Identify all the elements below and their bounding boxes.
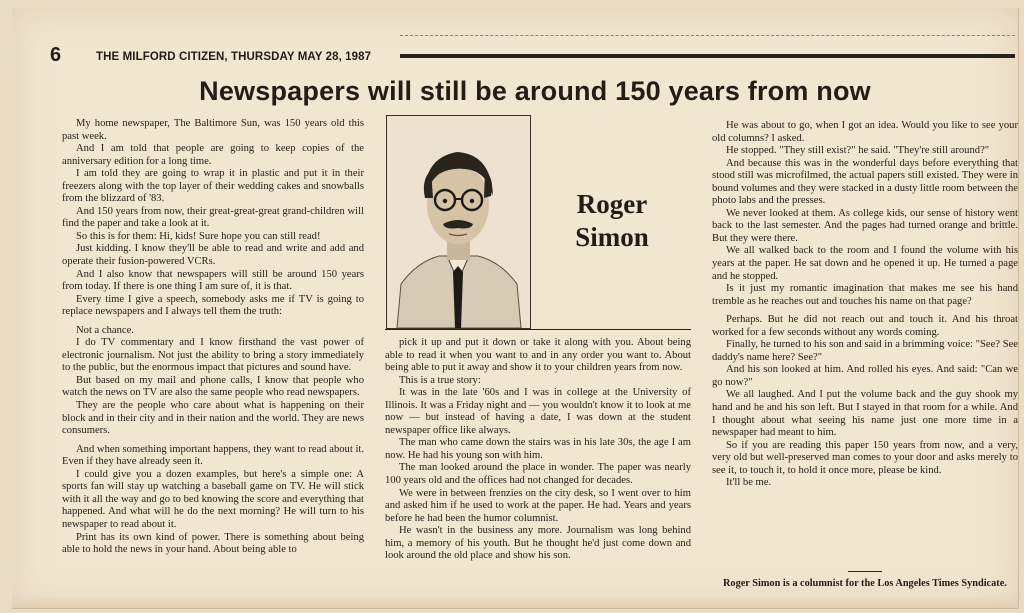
paragraph: Finally, he turned to his son and said in a brimming voice: "See? See daddy's name here? See?"	[712, 339, 1018, 363]
paragraph: But based on my mail and phone calls, I know that people who watch the news on TV are also the same people who read newspapers.	[62, 374, 364, 399]
top-dashed-rule	[400, 35, 1015, 36]
paragraph: I could give you a dozen examples, but here's a simple one: A sports fan will stay up watching a baseball game on TV. He will stick with it all the way and go to bed knowing the score and everything that happened. And what will he do the next morning? He will turn to his newspaper to read about it.	[62, 468, 364, 530]
paragraph: They are the people who care about what is happening on their block and in their city and in their nation and the world. They are news consumers.	[62, 400, 364, 437]
paragraph: Just kidding. I know they'll be able to read and write and add and operate their fusion-powered VCRs.	[62, 243, 364, 268]
paragraph: It'll be me.	[726, 477, 772, 489]
author-photo	[386, 115, 531, 329]
paragraph: Every time I give a speech, somebody asks me if TV is going to replace newspapers and I always tell them the truth:	[62, 293, 364, 318]
headline: Newspapers will still be around 150 years from now	[199, 76, 871, 106]
paragraph: This is a true story:	[399, 374, 481, 386]
paragraph: So this is for them: Hi, kids! Sure hope you can still read!	[76, 230, 321, 242]
paragraph: The man who came down the stairs was in his late 30s, the age I am now. He had his young son with him.	[385, 437, 691, 461]
paragraph: It was in the late '60s and I was in college at the University of Illinois. It was a Friday night and — you wouldn't know it to look at me now — but instead of having a date, I was down at the student newspaper office like always.	[385, 387, 691, 436]
paragraph: He wasn't in the business any more. Journalism was long behind him, a memory of his youth. But he thought he'd just come down and look around the old place and show his son.	[385, 525, 691, 562]
paragraph: And 150 years from now, their great-great-great grand-children will find the paper and take a look at it.	[62, 205, 364, 230]
paragraph: And I also know that newspapers will still be around 150 years from today. If there is one thing I am sure of, it is that.	[62, 268, 364, 293]
paragraph: And when something important happens, they want to read about it. Even if they have already seen it.	[62, 443, 364, 468]
article-column-3	[712, 120, 1018, 490]
photo-rule	[385, 329, 691, 330]
paragraph: And I am told that people are going to keep copies of the anniversary edition for a long time.	[62, 143, 364, 167]
paragraph: We all walked back to the room and I found the volume with his years at the paper. He sat down and he opened it up. He turned a page and he stopped.	[712, 245, 1018, 282]
author-portrait-image	[387, 116, 530, 328]
folio-line: THE MILFORD CITIZEN, THURSDAY MAY 28, 1987	[96, 51, 372, 63]
article-column-1	[62, 118, 364, 557]
paragraph: I do TV commentary and I know firsthand the vast power of electronic journalism. Not just the ability to bring a story immediately to the public, but the enormous impact that pictures and sound have.	[62, 337, 364, 374]
end-of-article-rule	[848, 571, 882, 572]
byline: Roger Simon	[575, 189, 649, 252]
paragraph: We all laughed. And I put the volume back and the guy shook my hand and he and his son left. But I stayed in that room for a while. And I thought about what seeing his name just one more time in a newspaper had meant to him.	[712, 389, 1018, 439]
paragraph: And his son looked at him. And rolled his eyes. And said: "Can we go now?"	[712, 364, 1018, 388]
worn-edge	[12, 596, 1018, 608]
paragraph: pick it up and put it down or take it along with you. About being able to read it when you want to and in any order you want to. About being able to put it away and show it to your children years from now.	[385, 337, 691, 374]
paragraph: I am told they are going to wrap it in plastic and put it in their freezers along with the top layer of their wedding cakes and snowballs from the blizzard of '83.	[62, 168, 364, 205]
paragraph: And because this was in the wonderful days before everything that stood still was microfilmed, the actual papers still existed. They were in bound volumes and they were stacked in a dusty little room between the photo labs and the presses.	[712, 157, 1018, 207]
paragraph: We were in between frenzies on the city desk, so I went over to him and asked him if he used to work at the paper. He had. Years and years before he had been the humor columnist.	[385, 487, 691, 524]
paragraph: We never looked at them. As college kids, our sense of history went back to the last semester. And the pages had turned orange and brittle. But they were there.	[712, 207, 1018, 244]
paragraph: So if you are reading this paper 150 years from now, and a very, very old but well-preserved man comes to your door and asks merely to see it, to touch it, to hold it once more, please be kind.	[712, 439, 1018, 476]
paragraph: He stopped. "They still exist?" he said. "They're still around?"	[726, 145, 990, 157]
paragraph: Not a chance.	[76, 324, 134, 336]
paragraph: Print has its own kind of power. There is something about being able to hold the news in your hand. About being able to	[62, 531, 364, 556]
folio-rule	[400, 54, 1015, 58]
paragraph: Is it just my romantic imagination that makes me see his hand tremble as he reaches out and touches his name on that page?	[712, 283, 1018, 307]
paragraph: My home newspaper, The Baltimore Sun, was 150 years old this past week.	[62, 118, 364, 142]
author-tagline: Roger Simon is a columnist for the Los Angeles Times Syndicate.	[723, 578, 1007, 589]
paragraph: The man looked around the place in wonder. The paper was nearly 100 years old and the offices had not changed for decades.	[385, 462, 691, 487]
paragraph: He was about to go, when I got an idea. Would you like to see your old columns? I asked.	[712, 120, 1018, 144]
paragraph: Perhaps. But he did not reach out and touch it. And his throat worked for a few seconds without any words coming.	[712, 314, 1018, 338]
page-number: 6	[50, 44, 62, 66]
article-column-2	[385, 337, 691, 563]
